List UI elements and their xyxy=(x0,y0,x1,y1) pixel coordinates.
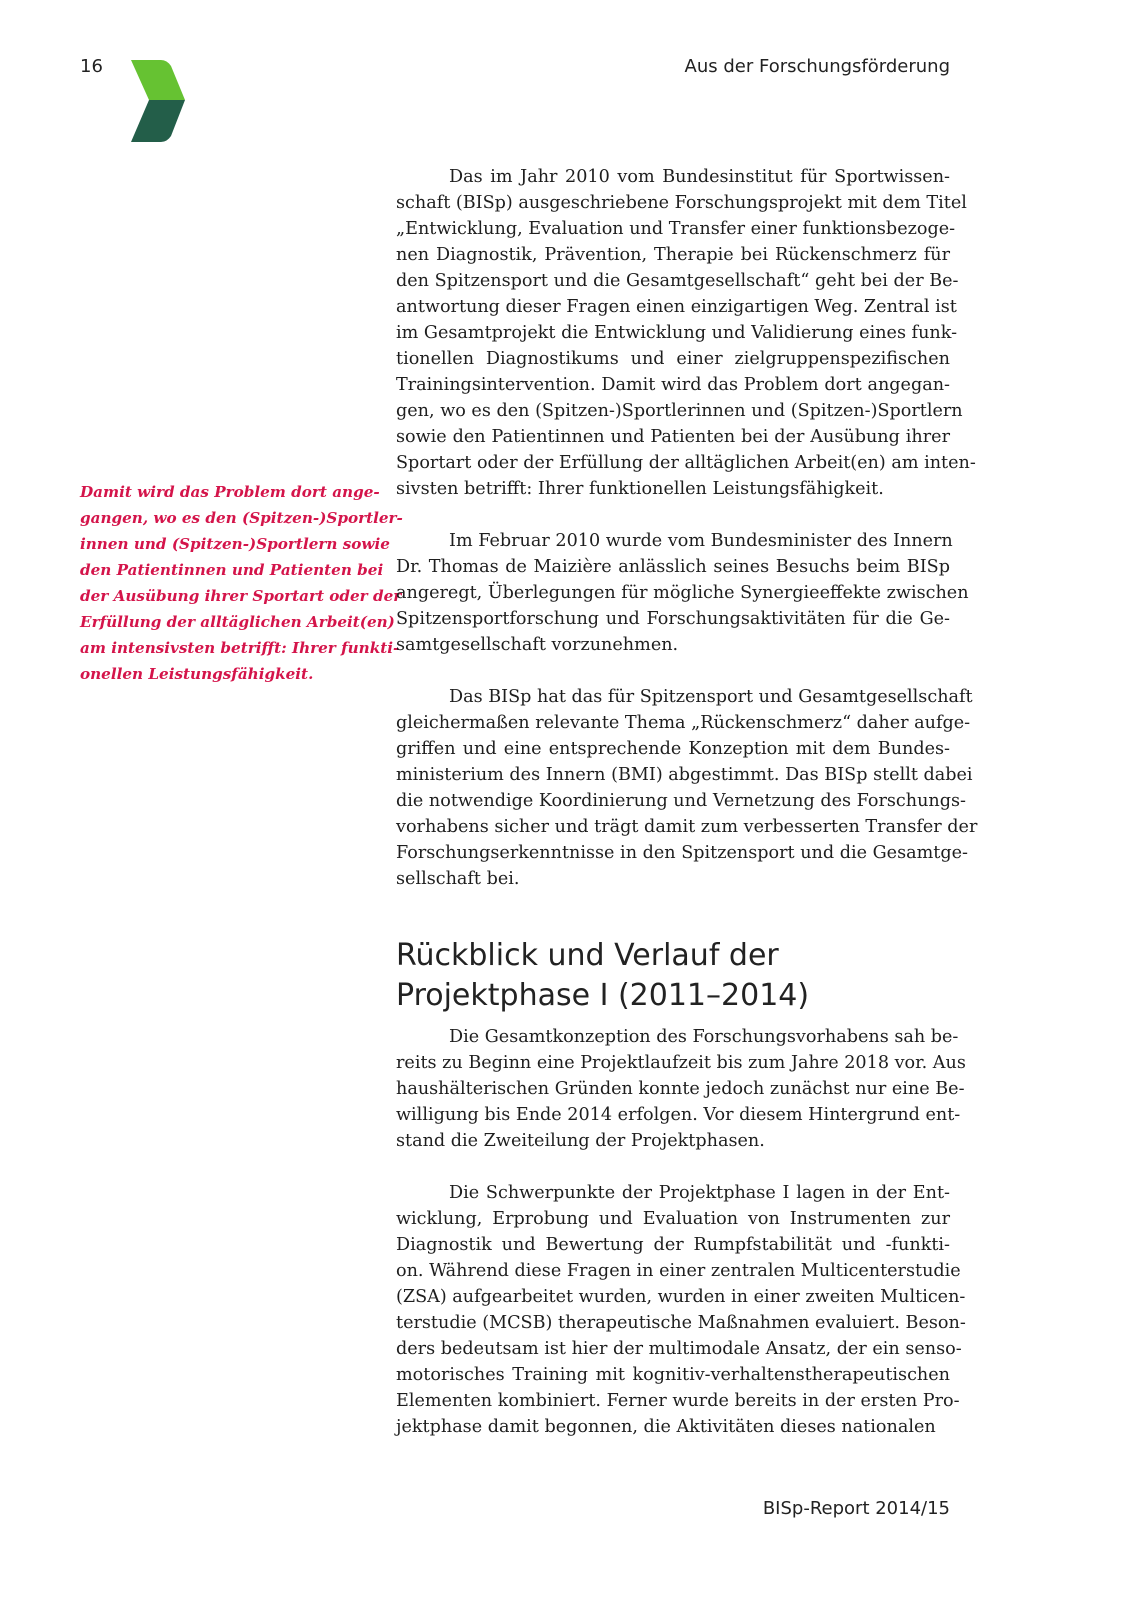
text-line: Diagnostik und Bewertung der Rumpfstabilität und -funkti- xyxy=(396,1235,950,1255)
text-line: motorisches Training mit kognitiv-verhaltenstherapeutischen xyxy=(396,1365,950,1385)
text-line: gleichermaßen relevante Thema „Rückenschmerz“ daher aufge- xyxy=(396,713,971,733)
text-line: der Ausübung ihrer Sportart oder der xyxy=(80,587,402,605)
body-section-1 xyxy=(396,164,978,918)
text-line: Spitzensportforschung und Forschungsaktivitäten für die Ge- xyxy=(396,609,950,629)
text-line: vorhabens sicher und trägt damit zum verbesserten Transfer der xyxy=(396,817,978,837)
page-number: 16 xyxy=(80,56,103,77)
text-line: Die Schwerpunkte der Projektphase I lagen in der Ent- xyxy=(449,1183,950,1203)
text-line: (ZSA) aufgearbeitet wurden, wurden in einer zweiten Multicen- xyxy=(396,1287,966,1307)
text-line: innen und (Spitzen-)Sportlern sowie xyxy=(80,535,390,553)
text-line: den Patientinnen und Patienten bei xyxy=(80,561,384,579)
chevron-logo xyxy=(131,60,185,142)
text-line: tionellen Diagnostikums und einer zielgruppenspezifischen xyxy=(396,349,950,369)
text-line: Im Februar 2010 wurde vom Bundesminister des Innern xyxy=(449,531,953,551)
text-line: ders bedeutsam ist hier der multimodale Ansatz, der ein senso- xyxy=(396,1339,962,1359)
text-line: ministerium des Innern (BMI) abgestimmt. Das BISp stellt dabei xyxy=(396,765,973,785)
pull-quote xyxy=(80,479,403,687)
heading-line: Rückblick und Verlauf der xyxy=(396,938,779,973)
text-line: den Spitzensport und die Gesamtgesellschaft“ geht bei der Be- xyxy=(396,271,959,291)
text-line: angeregt, Überlegungen für mögliche Synergieeffekte zwischen xyxy=(396,583,969,603)
text-line: gangen, wo es den (Spitzen-)Sportler- xyxy=(80,509,403,527)
text-line: gen, wo es den (Spitzen-)Sportlerinnen und (Spitzen-)Sportlern xyxy=(396,401,963,421)
paragraph xyxy=(396,1024,966,1154)
text-line: sivsten betrifft: Ihrer funktionellen Leistungsfähigkeit. xyxy=(396,479,884,499)
text-line: nen Diagnostik, Prävention, Therapie bei Rückenschmerz für xyxy=(396,245,950,265)
paragraph xyxy=(396,684,978,892)
section-heading xyxy=(396,936,809,1016)
text-line: haushälterischen Gründen konnte jedoch zunächst nur eine Be- xyxy=(396,1079,965,1099)
text-line: jektphase damit begonnen, die Aktivitäten dieses nationalen xyxy=(396,1417,936,1437)
running-header: Aus der Forschungsförderung xyxy=(684,56,950,77)
text-line: stand die Zweiteilung der Projektphasen. xyxy=(396,1131,765,1151)
text-line: im Gesamtprojekt die Entwicklung und Validierung eines funk- xyxy=(396,323,958,343)
paragraph xyxy=(396,528,969,658)
text-line: terstudie (MCSB) therapeutische Maßnahmen evaluiert. Beson- xyxy=(396,1313,966,1333)
text-line: Dr. Thomas de Maizière anlässlich seines Besuchs beim BISp xyxy=(396,557,950,577)
text-line: Damit wird das Problem dort ange- xyxy=(80,483,380,501)
paragraph xyxy=(396,164,976,502)
text-line: die notwendige Koordinierung und Vernetzung des Forschungs- xyxy=(396,791,966,811)
text-line: Trainingsintervention. Damit wird das Problem dort angegan- xyxy=(396,375,950,395)
text-line: willigung bis Ende 2014 erfolgen. Vor diesem Hintergrund ent- xyxy=(396,1105,961,1125)
text-line: samtgesellschaft vorzunehmen. xyxy=(396,635,679,655)
text-line: „Entwicklung, Evaluation und Transfer einer funktionsbezoge- xyxy=(396,219,956,239)
paragraph xyxy=(396,1180,966,1440)
text-line: reits zu Beginn eine Projektlaufzeit bis zum Jahre 2018 vor. Aus xyxy=(396,1053,966,1073)
text-line: onellen Leistungsfähigkeit. xyxy=(80,665,314,683)
text-line: Das BISp hat das für Spitzensport und Gesamtgesellschaft xyxy=(449,687,973,707)
text-line: Elementen kombiniert. Ferner wurde bereits in der ersten Pro- xyxy=(396,1391,960,1411)
text-line: Die Gesamtkonzeption des Forschungsvorhabens sah be- xyxy=(449,1027,959,1047)
text-line: on. Während diese Fragen in einer zentralen Multicenterstudie xyxy=(396,1261,961,1281)
text-line: griffen und eine entsprechende Konzeption mit dem Bundes- xyxy=(396,739,950,759)
text-line: Forschungserkenntnisse in den Spitzensport und die Gesamtge- xyxy=(396,843,968,863)
text-line: schaft (BISp) ausgeschriebene Forschungsprojekt mit dem Titel xyxy=(396,193,967,213)
text-line: am intensivsten betrifft: Ihrer funkti- xyxy=(80,639,400,657)
text-line: Das im Jahr 2010 vom Bundesinstitut für Sportwissen- xyxy=(449,167,950,187)
heading-line: Projektphase I (2011–2014) xyxy=(396,978,810,1013)
text-line: antwortung dieser Fragen einen einzigartigen Weg. Zentral ist xyxy=(396,297,957,317)
text-line: wicklung, Erprobung und Evaluation von Instrumenten zur xyxy=(396,1209,950,1229)
running-footer: BISp-Report 2014/15 xyxy=(762,1498,950,1519)
text-line: sowie den Patientinnen und Patienten bei der Ausübung ihrer xyxy=(396,427,950,447)
body-section-2 xyxy=(396,1024,966,1466)
text-line: Erfüllung der alltäglichen Arbeit(en) xyxy=(80,613,395,631)
text-line: Sportart oder der Erfüllung der alltäglichen Arbeit(en) am inten- xyxy=(396,453,976,473)
text-line: sellschaft bei. xyxy=(396,869,520,889)
